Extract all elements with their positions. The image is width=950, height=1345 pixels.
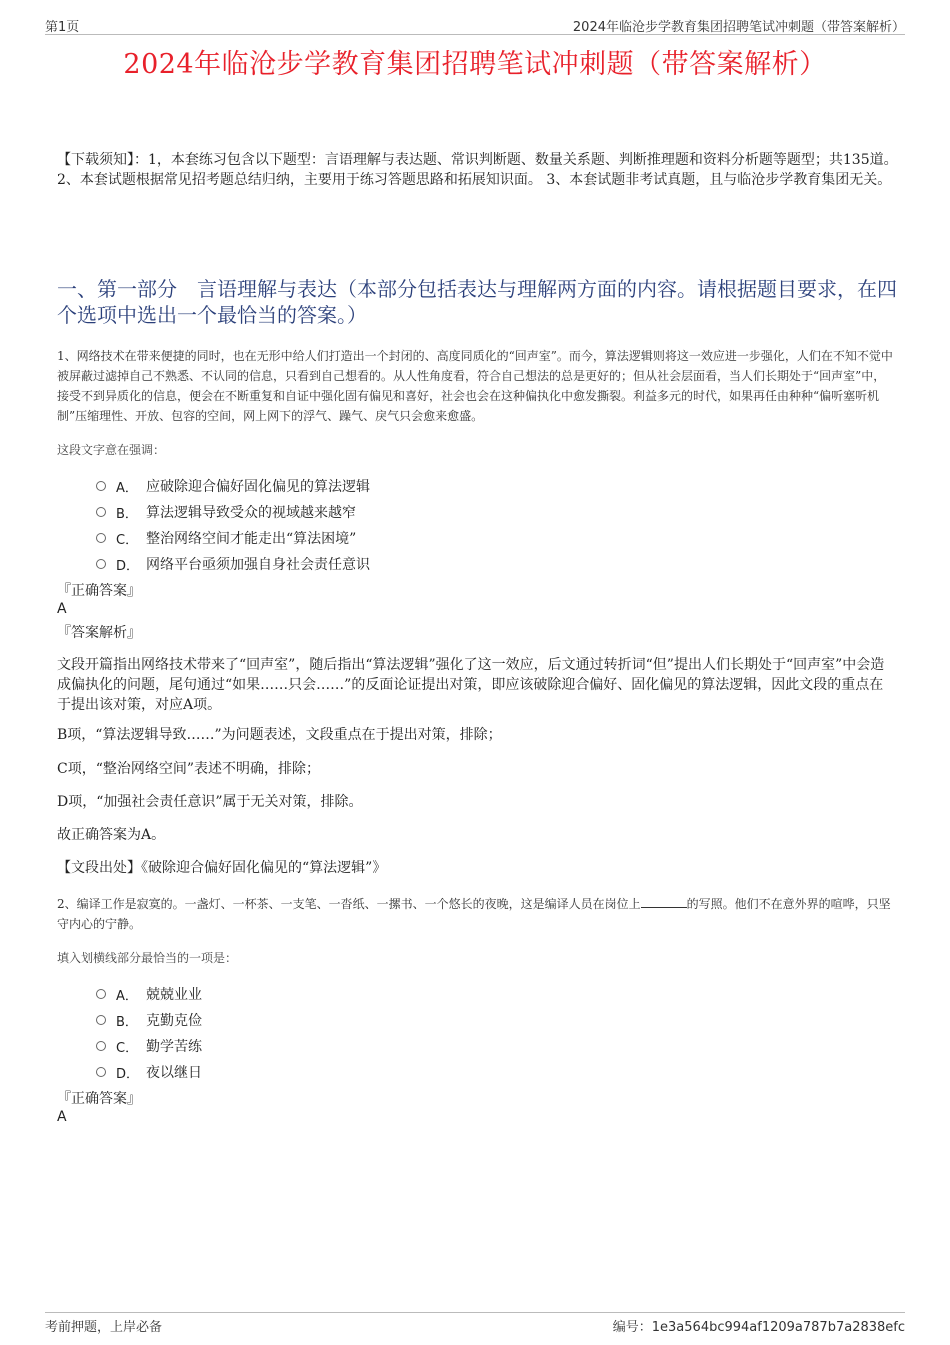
fill-blank xyxy=(641,895,687,908)
analysis-paragraph: C项，“整治网络空间”表述不明确，排除； xyxy=(57,761,321,777)
radio-icon[interactable] xyxy=(96,1067,106,1077)
option-text: 夜以继日 xyxy=(146,1065,202,1081)
option-b[interactable] xyxy=(96,1007,202,1033)
question-1-options xyxy=(96,473,370,577)
option-text: 算法逻辑导致受众的视域越来越窄 xyxy=(146,505,356,521)
analysis-paragraph: D项，“加强社会责任意识”属于无关对策，排除。 xyxy=(57,794,363,810)
option-text: 兢兢业业 xyxy=(146,987,202,1003)
footer-slogan: 考前押题，上岸必备 xyxy=(45,1320,163,1335)
option-text: 应破除迎合偏好固化偏见的算法逻辑 xyxy=(146,479,370,495)
option-text: 整治网络空间才能走出“算法困境” xyxy=(146,531,357,547)
footer-code: 编号：1e3a564bc994af1209a787b7a2838efc xyxy=(612,1320,905,1335)
radio-icon[interactable] xyxy=(96,989,106,999)
radio-icon[interactable] xyxy=(96,533,106,543)
option-text: 勤学苦练 xyxy=(146,1039,202,1055)
question-2-prompt: 填入划横线部分最恰当的一项是： xyxy=(57,951,238,965)
document-title: 2024年临沧步学教育集团招聘笔试冲刺题（带答案解析） xyxy=(123,49,827,80)
correct-answer-label: 『正确答案』 xyxy=(57,1091,141,1107)
radio-icon[interactable] xyxy=(96,559,106,569)
question-1-stem: 1、网络技术在带来便捷的同时，也在无形中给人们打造出一个封闭的、高度同质化的“回声室”。而今，算法逻辑则将这一效应进一步强化，人们在不知不觉中被屏蔽过滤掉自己不熟悉、不认同的信息，只看到自己想看的。从人性角度看，符合自己想法的总是更好的；但从社会层面看，当人们长期处于“回声室”中，接受不到异质化的信息，便会在不断重复和自证中强化固有偏见和喜好，社会也会在这种偏执化中愈发撕裂。利益多元的时代，如果再任由种种“偏听塞听机制”压缩理性、开放、包容的空间，网上网下的浮气、躁气、戾气只会愈来愈盛。 xyxy=(57,349,893,423)
page-footer xyxy=(45,1312,905,1335)
option-letter: B． xyxy=(116,1014,138,1030)
correct-answer-label: 『正确答案』 xyxy=(57,583,141,599)
question-1-prompt: 这段文字意在强调： xyxy=(57,443,166,457)
option-letter: B． xyxy=(116,506,138,522)
correct-answer: A xyxy=(57,1109,67,1125)
option-a[interactable] xyxy=(96,981,202,1007)
page-header xyxy=(45,14,905,35)
analysis-paragraph: B项，“算法逻辑导致……”为问题表述，文段重点在于提出对策，排除； xyxy=(57,727,502,743)
analysis-label: 『答案解析』 xyxy=(57,625,141,641)
radio-icon[interactable] xyxy=(96,1041,106,1051)
question-2-options xyxy=(96,981,202,1085)
option-text: 克勤克俭 xyxy=(146,1013,202,1029)
section-heading: 一、第一部分 言语理解与表达（本部分包括表达与理解两方面的内容。请根据题目要求，在四个选项中选出一个最恰当的答案。） xyxy=(57,277,897,327)
stem-text: 的写照。他们不在意外界的喧哗，只坚守内心的宁静。 xyxy=(57,897,891,931)
stem-text: 2、编译工作是寂寞的。一盏灯、一杯茶、一支笔、一沓纸、一摞书、一个悠长的夜晚，这是编译人员在岗位上 xyxy=(57,897,641,911)
option-d[interactable] xyxy=(96,551,370,577)
question-2-stem xyxy=(57,894,897,934)
download-notice: 【下载须知】：1，本套练习包含以下题型：言语理解与表达题、常识判断题、数量关系题、判断推理题和资料分析题等题型；共135道。 2、本套试题根据常见招考题总结归纳，主要用于练习答题思路和拓展知识面。 3、本套试题非考试真题，且与临沧步学教育集团无关。 xyxy=(57,152,898,188)
header-doc-title: 2024年临沧步学教育集团招聘笔试冲刺题（带答案解析） xyxy=(572,20,905,35)
analysis-paragraph: 文段开篇指出网络技术带来了“回声室”，随后指出“算法逻辑”强化了这一效应，后文通过转折词“但”提出人们长期处于“回声室”中会造成偏执化的问题，尾句通过“如果……只会……”的反面论证提出对策，即应该破除迎合偏好、固化偏见的算法逻辑，因此文段的重点在于提出该对策，对应A项。 xyxy=(57,657,885,713)
option-letter: C． xyxy=(116,532,139,548)
option-letter: A． xyxy=(116,480,138,496)
radio-icon[interactable] xyxy=(96,481,106,491)
option-letter: D． xyxy=(116,1066,140,1082)
option-c[interactable] xyxy=(96,1033,202,1059)
option-b[interactable] xyxy=(96,499,370,525)
option-letter: D． xyxy=(116,558,140,574)
radio-icon[interactable] xyxy=(96,507,106,517)
option-text: 网络平台亟须加强自身社会责任意识 xyxy=(146,557,370,573)
analysis-paragraph: 故正确答案为A。 xyxy=(57,827,166,843)
correct-answer: A xyxy=(57,601,67,617)
option-c[interactable] xyxy=(96,525,370,551)
page-number: 第1页 xyxy=(45,20,80,35)
option-letter: A． xyxy=(116,988,138,1004)
radio-icon[interactable] xyxy=(96,1015,106,1025)
option-a[interactable] xyxy=(96,473,370,499)
option-d[interactable] xyxy=(96,1059,202,1085)
option-letter: C． xyxy=(116,1040,139,1056)
source-citation: 【文段出处】《破除迎合偏好固化偏见的“算法逻辑”》 xyxy=(57,860,387,876)
